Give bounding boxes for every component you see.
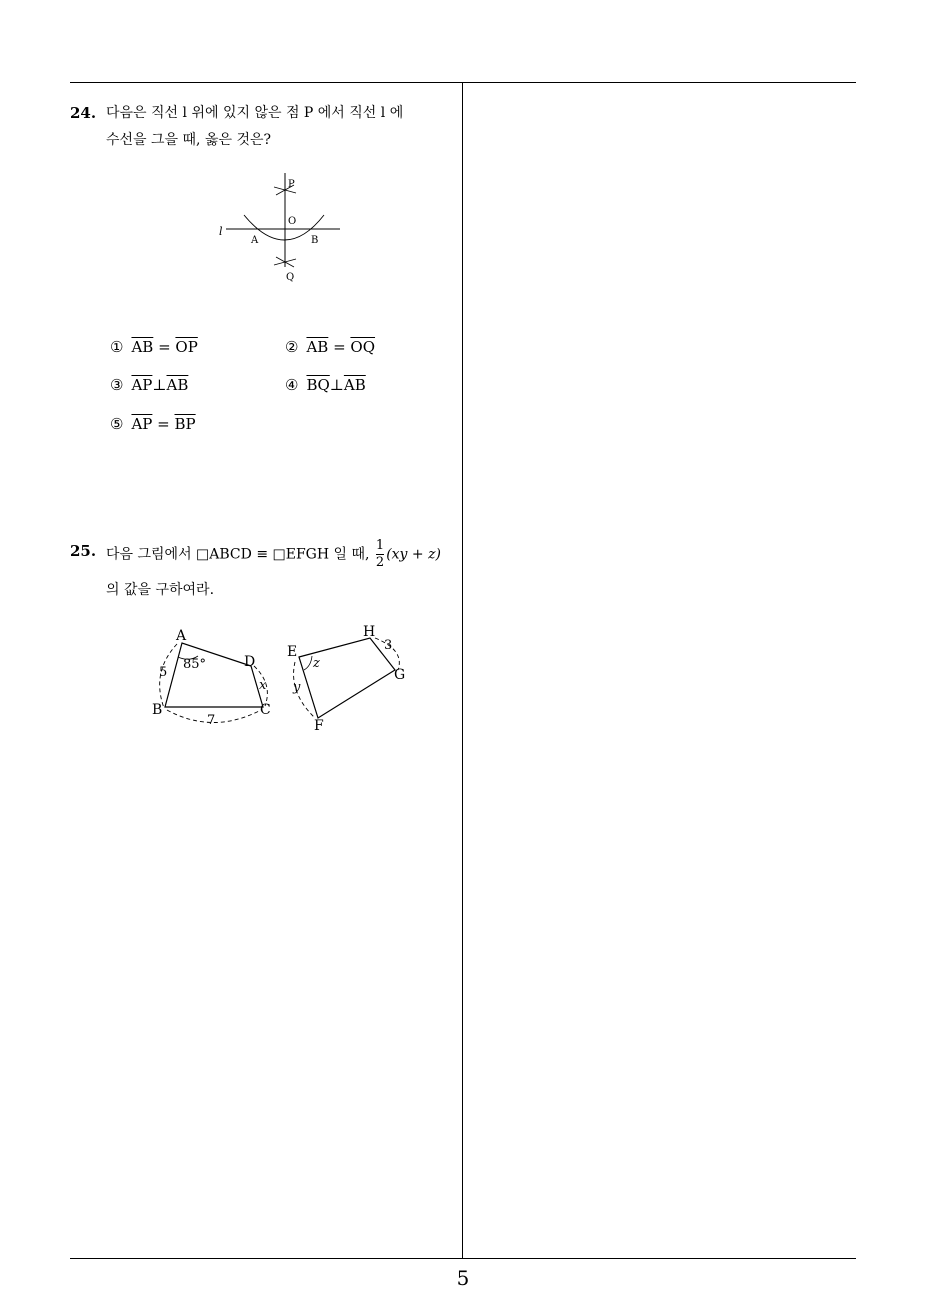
- label-angle-a: 85°: [183, 657, 207, 672]
- segment: $\overline{AP}$: [131, 415, 153, 433]
- question-line-1: [106, 538, 456, 571]
- choice-1[interactable]: [110, 338, 198, 356]
- fraction-denominator: 2: [375, 555, 385, 570]
- label-b: B: [311, 235, 319, 246]
- quadrilateral-abcd: [165, 643, 263, 707]
- label-side-gh: 3: [384, 638, 393, 653]
- choice-mark: ①: [110, 338, 124, 356]
- label-g: G: [394, 667, 406, 683]
- label-side-cd: x: [259, 678, 267, 693]
- label-angle-e: z: [313, 656, 320, 671]
- expression: (xy + z): [386, 546, 441, 563]
- label-e: E: [287, 644, 298, 660]
- quadrilateral-efgh: [299, 638, 395, 718]
- operator: ⊥: [329, 376, 344, 394]
- label-side-bc: 7: [207, 713, 216, 728]
- fraction-numerator: 1: [375, 538, 385, 553]
- question-text: [106, 100, 456, 154]
- top-rule: [70, 82, 856, 83]
- choice-3[interactable]: [110, 376, 188, 394]
- segment: $\overline{BP}$: [174, 415, 196, 433]
- segment: $\overline{BQ}$: [306, 376, 330, 394]
- question-25: [70, 538, 456, 604]
- angle-arc-e: [304, 656, 312, 670]
- label-a: A: [176, 628, 187, 644]
- segment: $\overline{AP}$: [131, 376, 153, 394]
- question-text-start: 다음 그림에서 □ABCD ≡ □EFGH 일 때,: [106, 546, 370, 563]
- question-24: [70, 100, 456, 154]
- question-text: [106, 538, 456, 604]
- choice-4[interactable]: [285, 376, 366, 394]
- page-number: 5: [456, 1266, 470, 1290]
- operator: =: [153, 338, 176, 356]
- segment: $\overline{AB}$: [166, 376, 189, 394]
- question-line-2: 수선을 그을 때, 옳은 것은?: [106, 132, 271, 148]
- label-a: A: [251, 235, 259, 246]
- bottom-rule: [70, 1258, 856, 1259]
- label-d: D: [244, 654, 256, 670]
- segment: $\overline{AB}$: [343, 376, 366, 394]
- choice-mark: ②: [285, 338, 299, 356]
- label-q: Q: [286, 272, 295, 283]
- choice-mark: ⑤: [110, 415, 124, 433]
- question-number: 25.: [70, 542, 97, 560]
- question-line-2: 의 값을 구하여라.: [106, 582, 215, 598]
- choice-mark: ④: [285, 376, 299, 394]
- label-f: F: [314, 718, 324, 734]
- perpendicular-construction-figure: [212, 165, 352, 290]
- label-l: l: [219, 225, 223, 238]
- choice-mark: ③: [110, 376, 124, 394]
- operator: =: [328, 338, 351, 356]
- segment: $\overline{AB}$: [131, 338, 154, 356]
- label-h: H: [363, 624, 376, 640]
- operator: =: [152, 415, 175, 433]
- label-c: C: [260, 702, 271, 718]
- label-o: O: [288, 216, 297, 227]
- fraction-one-half: [376, 538, 384, 571]
- question-number: 24.: [70, 104, 97, 122]
- label-p: P: [288, 179, 295, 190]
- question-line-1: 다음은 직선 l 위에 있지 않은 점 P 에서 직선 l 에: [106, 105, 404, 121]
- label-side-ab: 5: [159, 665, 168, 680]
- label-b: B: [152, 702, 163, 718]
- segment: $\overline{AB}$: [306, 338, 329, 356]
- segment: $\overline{OP}$: [175, 338, 198, 356]
- operator: ⊥: [152, 376, 167, 394]
- congruent-quadrilaterals-figure: [145, 620, 420, 740]
- choice-2[interactable]: [285, 338, 375, 356]
- column-divider: [462, 82, 463, 1258]
- label-side-ef: y: [293, 680, 301, 695]
- choice-5[interactable]: [110, 415, 196, 433]
- segment: $\overline{OQ}$: [350, 338, 376, 356]
